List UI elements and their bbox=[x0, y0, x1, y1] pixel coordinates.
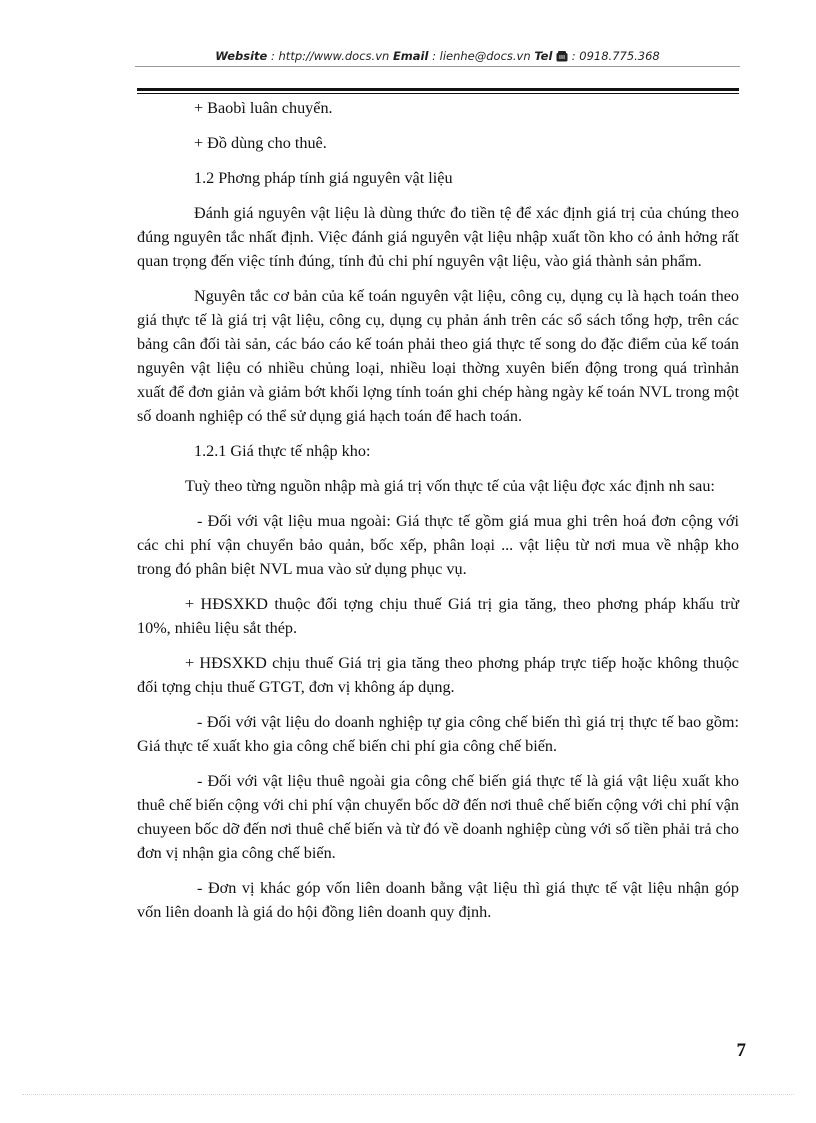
header-sep-3: : bbox=[568, 49, 580, 63]
page-number: 7 bbox=[736, 1040, 746, 1061]
website-label: Website bbox=[215, 49, 268, 63]
tel-label: Tel bbox=[534, 49, 553, 63]
section-heading-1-2: 1.2 Phơng pháp tính giá nguyên vật liệu bbox=[194, 169, 453, 187]
list-item-rental-goods: + Đồ dùng cho thuê. bbox=[194, 134, 327, 152]
website-link[interactable]: http://www.docs.vn bbox=[278, 49, 390, 63]
header-sep-1: : bbox=[267, 49, 279, 63]
phone-number: 0918.775.368 bbox=[579, 49, 660, 63]
header-sep-2: : bbox=[428, 49, 440, 63]
list-item-packaging: + Baobì luân chuyển. bbox=[194, 99, 333, 117]
paragraph-outsourced-processing: - Đối với vật liệu thuê ngoài gia công chế biến giá thực tế là giá vật liệu xuất kho thuê chế biến cộng với chi phí vận chuyển bốc dỡ đến nơi thuê chế biến cộng với chi phí vận chuyeen bốc dỡ đến nơi thuê chế biến và từ đó về doanh nghiệp cùng với số tiền phải trả cho đơn vị nhận gia công chế biến. bbox=[137, 772, 739, 862]
paragraph-basic-principle: Nguyên tắc cơ bản của kế toán nguyên vật liệu, công cụ, dụng cụ là hạch toán theo giá thực tế là giá trị vật liệu, công cụ, dụng cụ phản ánh trên các sổ sách tổng hợp, trên các bảng cân đối tài sản, các báo cáo kế toán phải theo giá thực tế song do đặc điểm của kế toán nguyên vật liệu có nhiều chủng loại, nhiều loại thờng xuyên biến động trong quá trìnhản xuất để đơn giản và giảm bớt khối lợng tính toán ghi chép hàng ngày kế toán NVL trong một số doanh nghiệp có thể sử dụng giá hạch toán để hach toán. bbox=[137, 287, 739, 425]
document-body bbox=[137, 96, 739, 935]
paragraph-vat-direct: + HĐSXKD chịu thuế Giá trị gia tăng theo phơng pháp trực tiếp hoặc không thuộc đối tợng chịu thuế GTGT, đơn vị không áp dụng. bbox=[137, 654, 739, 696]
footer-dotted-line bbox=[22, 1094, 794, 1095]
paragraph-joint-venture: - Đơn vị khác góp vốn liên doanh bằng vật liệu thì giá thực tế vật liệu nhận góp vốn liên doanh là giá do hội đồng liên doanh quy định. bbox=[137, 879, 739, 921]
page-header bbox=[135, 49, 740, 67]
section-heading-1-2-1: 1.2.1 Giá thực tế nhập kho: bbox=[194, 442, 371, 460]
phone-icon bbox=[556, 51, 568, 65]
body-top-rule-thin bbox=[137, 93, 739, 94]
paragraph-valuation-definition: Đánh giá nguyên vật liệu là dùng thức đo tiền tệ để xác định giá trị của chúng theo đúng nguyên tắc nhất định. Việc đánh giá nguyên vật liệu nhập xuất tồn kho có ảnh hởng rất quan trọng đến việc tính đúng, tính đủ chi phí nguyên vật liệu, vào giá thành sản phẩm. bbox=[137, 204, 739, 270]
header-divider bbox=[135, 66, 740, 67]
paragraph-import-sources: Tuỳ theo từng nguồn nhập mà giá trị vốn thực tế của vật liệu đợc xác định nh sau: bbox=[185, 477, 715, 495]
email-link[interactable]: lienhe@docs.vn bbox=[439, 49, 531, 63]
email-label: Email bbox=[392, 49, 429, 63]
paragraph-vat-deduction: + HĐSXKD thuộc đối tợng chịu thuế Giá trị gia tăng, theo phơng pháp khấu trừ 10%, nhiêu liệu sắt thép. bbox=[137, 595, 739, 637]
body-top-rule-thick bbox=[137, 88, 739, 91]
paragraph-purchased-materials: - Đối với vật liệu mua ngoài: Giá thực tế gồm giá mua ghi trên hoá đơn cộng với các chi phí vận chuyển bảo quản, bốc xếp, phân loại ... vật liệu từ nơi mua về nhập kho trong đó phân biệt NVL mua vào sử dụng phục vụ. bbox=[137, 512, 739, 578]
paragraph-self-processed: - Đối với vật liệu do doanh nghiệp tự gia công chế biến thì giá trị thực tế bao gồm: Giá thực tế xuất kho gia công chế biến chi phí gia công chế biến. bbox=[137, 713, 739, 755]
